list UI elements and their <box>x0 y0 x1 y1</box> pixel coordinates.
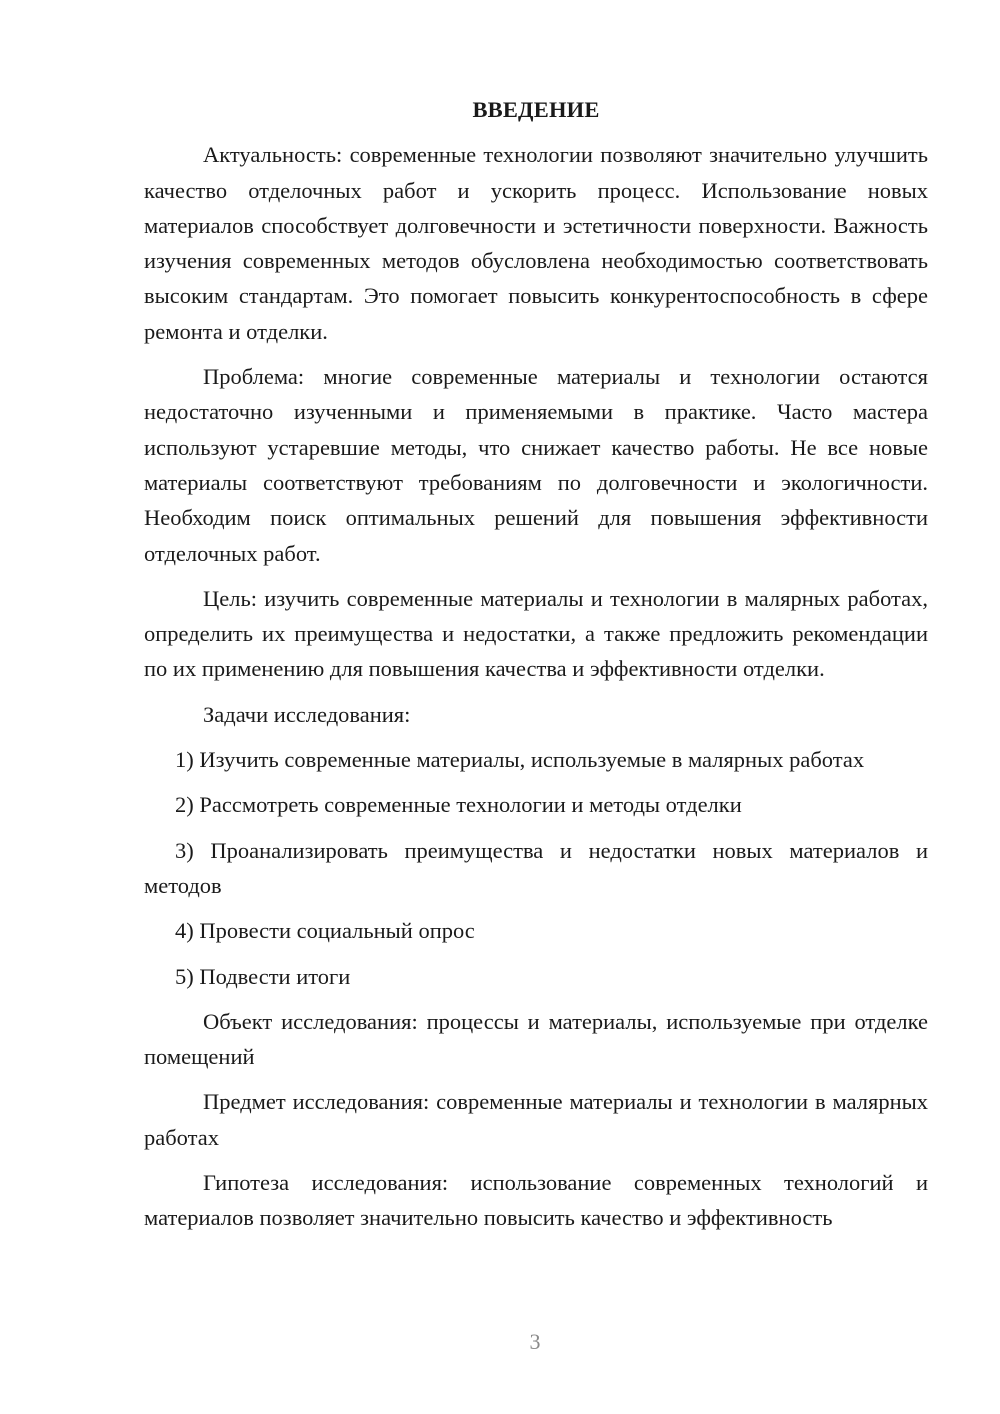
page-number: 3 <box>529 1329 541 1354</box>
paragraph-hypothesis: Гипотеза исследования: использование современных технологий и материалов позволяет значительно повысить качество и эффективность <box>144 1170 928 1231</box>
task-item-2: 2) Рассмотреть современные технологии и методы отделки <box>175 792 742 818</box>
paragraph-goal: Цель: изучить современные материалы и технологии в малярных работах, определить их преимущества и недостатки, а также предложить рекомендации по их применению для повышения качества и эффективности отделки. <box>144 585 928 682</box>
paragraph-problem: Проблема: многие современные материалы и технологии остаются недостаточно изученными и применяемыми в практике. Часто мастера используют устаревшие методы, что снижает качество работы. Не все новые материалы соответствуют требованиям по долговечности и экологичности. Необходим поиск оптимальных решений для повышения эффективности отделочных работ. <box>144 364 928 566</box>
section-title: ВВЕДЕНИЕ <box>472 97 600 122</box>
task-item-3: 3) Проанализировать преимущества и недостатки новых материалов и методов <box>144 837 928 898</box>
task-item-4: 4) Провести социальный опрос <box>175 918 475 944</box>
page-content <box>144 92 928 1246</box>
tasks-heading: Задачи исследования: <box>203 701 411 727</box>
paragraph-subject: Предмет исследования: современные материалы и технологии в малярных работах <box>144 1089 928 1150</box>
task-item-1: 1) Изучить современные материалы, используемые в малярных работах <box>175 747 865 773</box>
task-item-5: 5) Подвести итоги <box>175 963 351 989</box>
paragraph-relevance: Актуальность: современные технологии позволяют значительно улучшить качество отделочных работ и ускорить процесс. Использование новых материалов способствует долговечности и эстетичности поверхности. Важность изучения современных методов обусловлена необходимостью соответствовать высоким стандартам. Это помогает повысить конкурентоспособность в сфере ремонта и отделки. <box>144 142 928 344</box>
paragraph-object: Объект исследования: процессы и материалы, используемые при отделке помещений <box>144 1008 928 1070</box>
